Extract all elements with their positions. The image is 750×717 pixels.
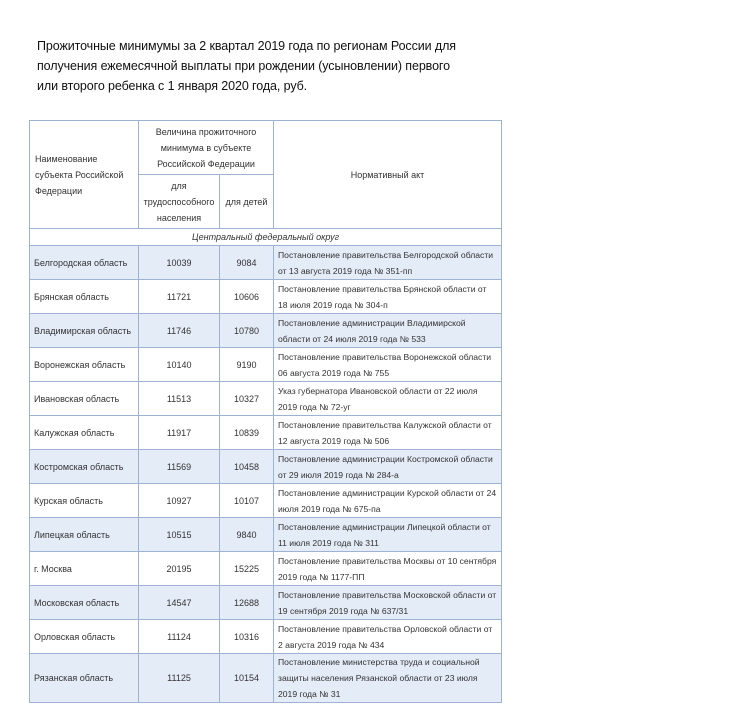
children-minimum: 10316 — [220, 620, 274, 654]
table-row — [30, 280, 502, 314]
header-act: Нормативный акт — [274, 121, 502, 229]
table-row — [30, 382, 502, 416]
children-minimum: 10458 — [220, 450, 274, 484]
working-minimum: 11721 — [139, 280, 220, 314]
table-row — [30, 314, 502, 348]
table-row — [30, 518, 502, 552]
working-minimum: 11125 — [139, 654, 220, 703]
working-minimum: 11513 — [139, 382, 220, 416]
working-minimum: 10039 — [139, 246, 220, 280]
normative-act: Постановление администрации Костромской области от 29 июля 2019 года № 284-а — [274, 450, 502, 484]
working-minimum: 10140 — [139, 348, 220, 382]
working-minimum: 11569 — [139, 450, 220, 484]
normative-act: Постановление правительства Брянской области от 18 июля 2019 года № 304-п — [274, 280, 502, 314]
region-name: Курская область — [30, 484, 139, 518]
children-minimum: 9190 — [220, 348, 274, 382]
table-row — [30, 552, 502, 586]
table-row — [30, 246, 502, 280]
normative-act: Постановление правительства Москвы от 10 сентября 2019 года № 1177-ПП — [274, 552, 502, 586]
region-name: Ивановская область — [30, 382, 139, 416]
subsistence-minimum-table — [29, 120, 502, 703]
working-minimum: 11746 — [139, 314, 220, 348]
header-children: для детей — [220, 175, 274, 229]
normative-act: Постановление правительства Воронежской области 06 августа 2019 года № 755 — [274, 348, 502, 382]
table-row — [30, 484, 502, 518]
region-name: Брянская область — [30, 280, 139, 314]
table-row — [30, 586, 502, 620]
region-name: Московская область — [30, 586, 139, 620]
children-minimum: 10327 — [220, 382, 274, 416]
children-minimum: 9840 — [220, 518, 274, 552]
normative-act: Постановление администрации Владимирской области от 24 июля 2019 года № 533 — [274, 314, 502, 348]
table-row — [30, 416, 502, 450]
table-row — [30, 654, 502, 703]
table-row — [30, 450, 502, 484]
children-minimum: 12688 — [220, 586, 274, 620]
page-title: Прожиточные минимумы за 2 квартал 2019 года по регионам России для получения ежемесячной выплаты при рождении (усыновлении) первого или второго ребенка с 1 января 2020 года, руб. — [37, 39, 456, 93]
table-row — [30, 348, 502, 382]
children-minimum: 10780 — [220, 314, 274, 348]
region-name: Владимирская область — [30, 314, 139, 348]
children-minimum: 9084 — [220, 246, 274, 280]
normative-act: Постановление администрации Липецкой области от 11 июля 2019 года № 311 — [274, 518, 502, 552]
header-working: для трудоспособного населения — [139, 175, 220, 229]
normative-act: Постановление правительства Орловской области от 2 августа 2019 года № 434 — [274, 620, 502, 654]
table-body — [30, 246, 502, 703]
region-name: Калужская область — [30, 416, 139, 450]
region-name: Белгородская область — [30, 246, 139, 280]
normative-act: Постановление администрации Курской области от 24 июля 2019 года № 675-па — [274, 484, 502, 518]
region-name: Костромская область — [30, 450, 139, 484]
region-name: Липецкая область — [30, 518, 139, 552]
normative-act: Постановление правительства Московской области от 19 сентября 2019 года № 637/31 — [274, 586, 502, 620]
working-minimum: 10927 — [139, 484, 220, 518]
region-name: г. Москва — [30, 552, 139, 586]
working-minimum: 14547 — [139, 586, 220, 620]
region-name: Орловская область — [30, 620, 139, 654]
children-minimum: 10839 — [220, 416, 274, 450]
table-row — [30, 620, 502, 654]
normative-act: Указ губернатора Ивановской области от 22 июля 2019 года № 72-уг — [274, 382, 502, 416]
district-row: Центральный федеральный округ — [30, 229, 502, 246]
region-name: Воронежская область — [30, 348, 139, 382]
working-minimum: 10515 — [139, 518, 220, 552]
region-name: Рязанская область — [30, 654, 139, 703]
children-minimum: 10107 — [220, 484, 274, 518]
children-minimum: 10606 — [220, 280, 274, 314]
header-minimum: Величина прожиточного минимума в субъекте Российской Федерации — [139, 121, 274, 175]
normative-act: Постановление правительства Белгородской области от 13 августа 2019 года № 351-пп — [274, 246, 502, 280]
header-subject: Наименование субъекта Российской Федерации — [30, 121, 139, 229]
children-minimum: 10154 — [220, 654, 274, 703]
working-minimum: 11917 — [139, 416, 220, 450]
normative-act: Постановление правительства Калужской области от 12 августа 2019 года № 506 — [274, 416, 502, 450]
normative-act: Постановление министерства труда и социальной защиты населения Рязанской области от 23 июля 2019 года № 31 — [274, 654, 502, 703]
children-minimum: 15225 — [220, 552, 274, 586]
working-minimum: 20195 — [139, 552, 220, 586]
working-minimum: 11124 — [139, 620, 220, 654]
